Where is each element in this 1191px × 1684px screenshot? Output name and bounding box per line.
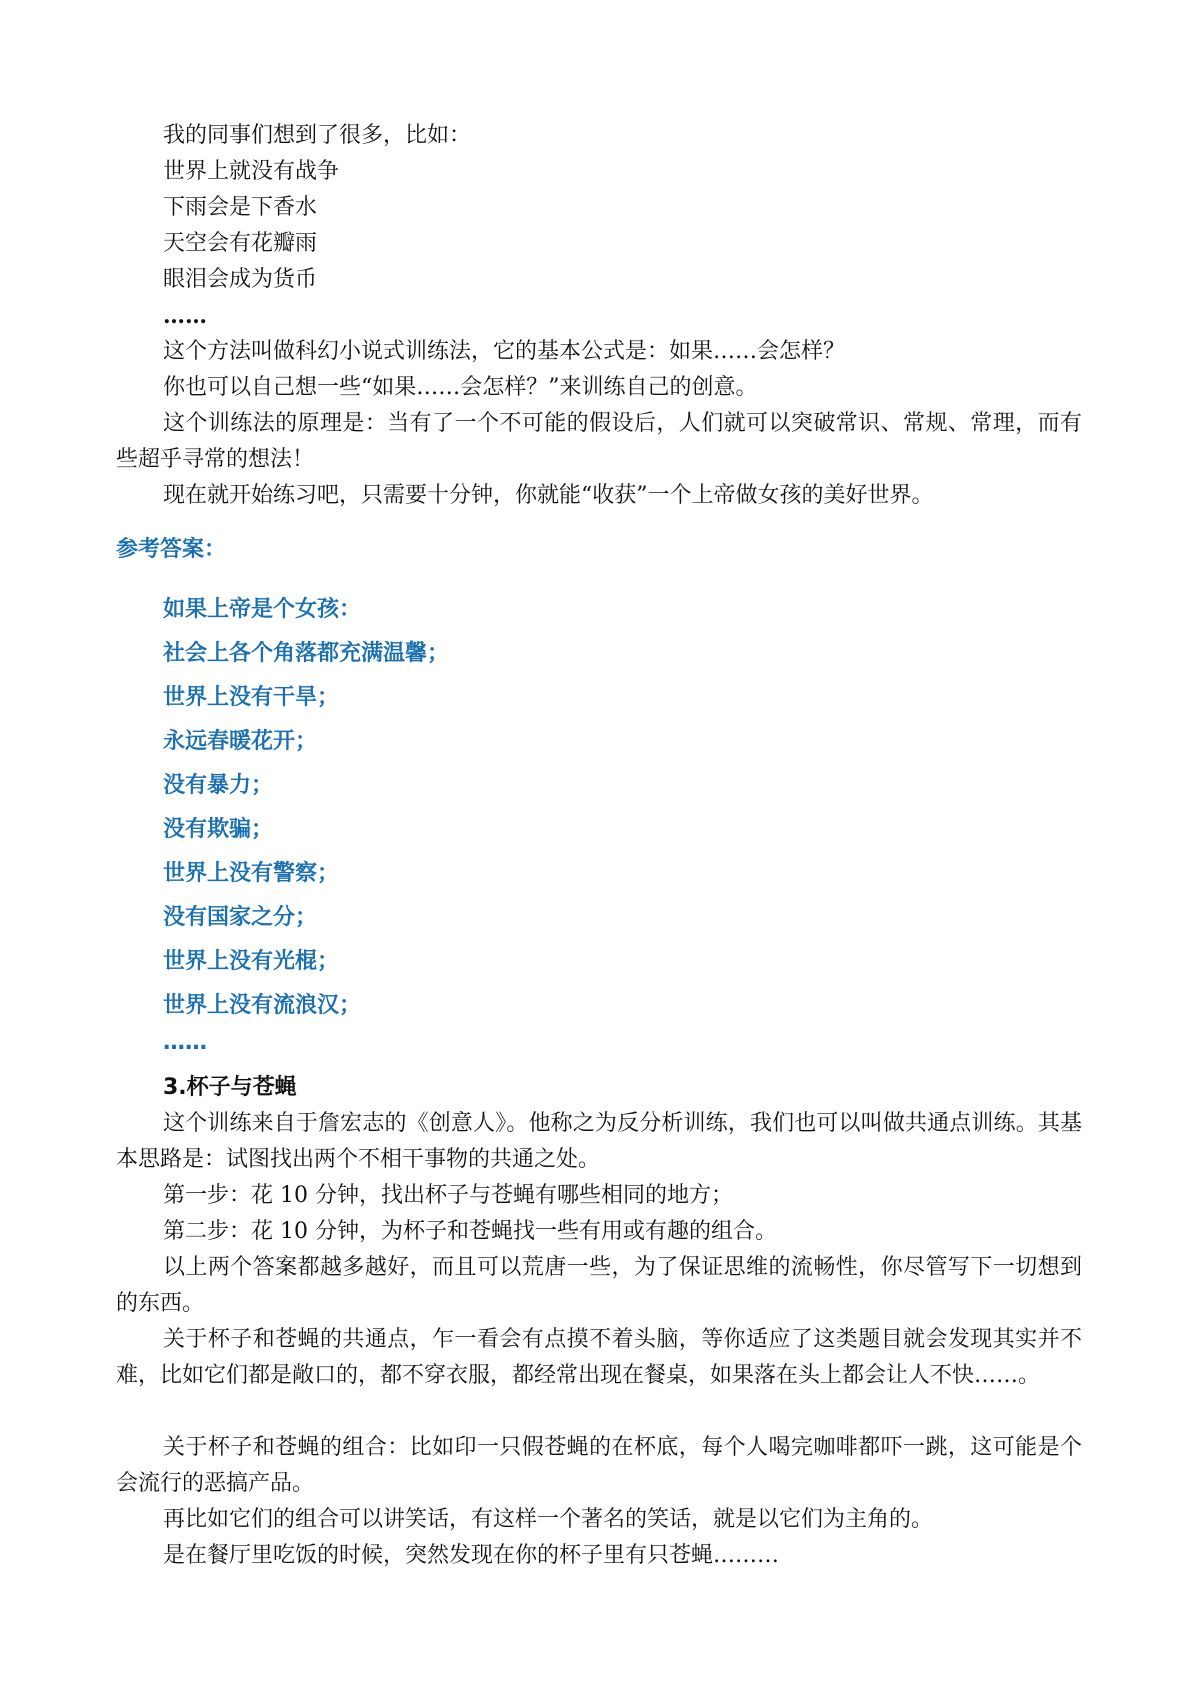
section-title: 3.杯子与苍蝇 [163, 1075, 297, 1100]
example-ellipsis: …… [163, 303, 207, 329]
method-text: 这个方法叫做科幻小说式训练法，它的基本公式是：如果……会怎样？ [163, 339, 846, 364]
answer-item: 如果上帝是个女孩： [163, 597, 362, 622]
section-paragraph: 关于杯子和苍蝇的共通点，乍一看会有点摸不着头脑，等你适应了这类题目就会发现其实并不难，比如它们都是敞口的，都不穿衣服，都经常出现在餐桌，如果落在头上都会让人不快……。 [116, 1327, 1082, 1388]
answer-ellipsis: …… [163, 1030, 207, 1055]
start-text: 现在就开始练习吧，只需要十分钟，你就能“收获”一个上帝做女孩的美好世界。 [163, 483, 934, 508]
section-paragraph: 关于杯子和苍蝇的组合：比如印一只假苍蝇的在杯底，每个人喝完咖啡都吓一跳，这可能是个会流行的恶搞产品。 [116, 1435, 1082, 1496]
answer-item: 没有欺骗； [163, 817, 274, 842]
answer-item: 没有国家之分； [163, 905, 318, 930]
intro-lead: 我的同事们想到了很多，比如： [163, 123, 472, 148]
step-two: 第二步：花 10 分钟，为杯子和苍蝇找一些有用或有趣的组合。 [163, 1219, 777, 1244]
example-line: 世界上就没有战争 [163, 159, 340, 184]
answer-item: 社会上各个角落都充满温馨； [163, 641, 450, 666]
section-paragraph: 再比如它们的组合可以讲笑话，有这样一个著名的笑话，就是以它们为主角的。 [163, 1507, 934, 1532]
principle-paragraph: 这个训练法的原理是：当有了一个不可能的假设后，人们就可以突破常识、常规、常理，而有些超乎寻常的想法！ [116, 411, 1082, 472]
answers-heading: 参考答案： [116, 537, 227, 562]
example-line: 天空会有花瓣雨 [163, 231, 318, 256]
answer-item: 没有暴力； [163, 773, 274, 798]
step-one: 第一步：花 10 分钟，找出杯子与苍蝇有哪些相同的地方； [163, 1183, 733, 1208]
section-paragraph: 以上两个答案都越多越好，而且可以荒唐一些，为了保证思维的流畅性，你尽管写下一切想到的东西。 [116, 1255, 1082, 1316]
example-line: 眼泪会成为货币 [163, 267, 318, 292]
answer-item: 永远春暖花开； [163, 729, 318, 754]
answer-item: 世界上没有光棍； [163, 949, 340, 974]
self-practice-text: 你也可以自己想一些“如果……会怎样？”来训练自己的创意。 [163, 375, 758, 400]
answer-item: 世界上没有干旱； [163, 685, 340, 710]
section-paragraph: 是在餐厅里吃饭的时候，突然发现在你的杯子里有只苍蝇……… [163, 1543, 780, 1568]
answer-item: 世界上没有流浪汉； [163, 993, 362, 1018]
section-paragraph: 这个训练来自于詹宏志的《创意人》。他称之为反分析训练，我们也可以叫做共通点训练。其基本思路是：试图找出两个不相干事物的共通之处。 [116, 1111, 1082, 1172]
answer-item: 世界上没有警察； [163, 861, 340, 886]
example-line: 下雨会是下香水 [163, 195, 318, 220]
